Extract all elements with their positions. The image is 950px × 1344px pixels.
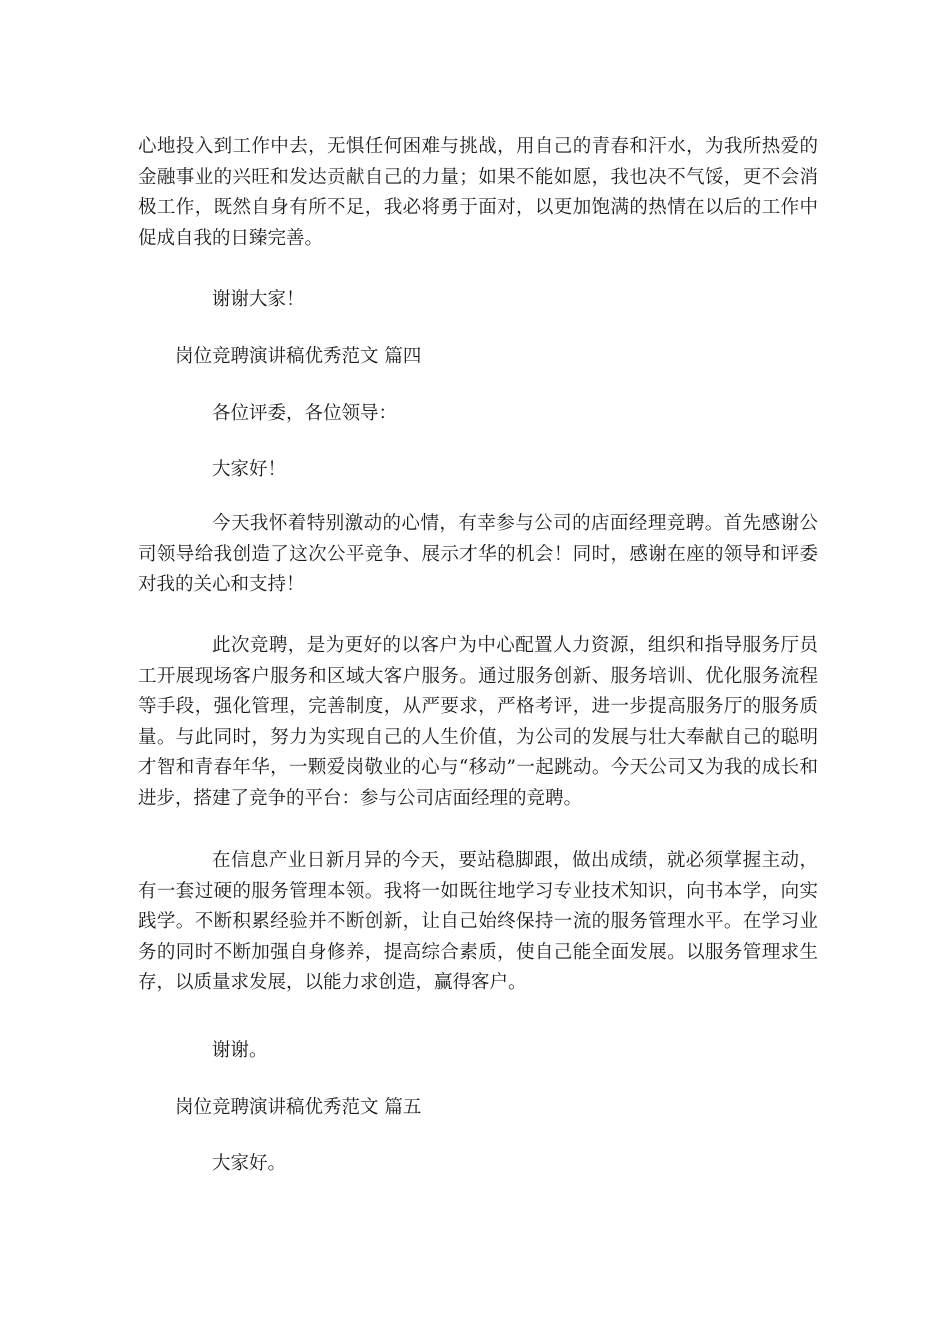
body-paragraph-2: 此次竞聘，是为更好的以客户为中心配置人力资源，组织和指导服务厅员工开展现场客户服务和区域大客户服务。通过服务创新、服务培训、优化服务流程等手段，强化管理，完善制度，从严要求，严格考评，进一步提高服务厅的服务质量。与此同时，努力为实现自己的人生价值，为公司的发展与壮大奉献自己的聪明才智和青春年华，一颗爱岗敬业的心与“移动”一起跳动。今天公司又为我的成长和进步，搭建了竞争的平台：参与公司店面经理的竞聘。 xyxy=(138,635,818,809)
thanks-line-2: 谢谢。 xyxy=(212,1040,268,1061)
salutation-line: 各位评委，各位领导： xyxy=(212,403,398,424)
section-heading-5: 岗位竞聘演讲稿优秀范文 篇五 xyxy=(175,1097,422,1118)
body-paragraph-3: 在信息产业日新月异的今天，要站稳脚跟，做出成绩，就必须掌握主动，有一套过硬的服务管理本领。我将一如既往地学习专业技术知识，向书本学，向实践学。不断积累经验并不断创新，让自己始终保持一流的服务管理水平。在学习业务的同时不断加强自身修养，提高综合素质，使自己能全面发展。以服务管理求生存，以质量求发展，以能力求创造，赢得客户。 xyxy=(138,850,818,994)
greeting-line-1: 大家好！ xyxy=(212,459,287,480)
continuation-paragraph: 心地投入到工作中去，无惧任何困难与挑战，用自己的青春和汗水，为我所热爱的金融事业的兴旺和发达贡献自己的力量；如果不能如愿，我也决不气馁，更不会消极工作，既然自身有所不足，我必将勇于面对，以更加饱满的热情在以后的工作中促成自我的日臻完善。 xyxy=(138,136,818,249)
section-heading-4: 岗位竞聘演讲稿优秀范文 篇四 xyxy=(175,346,422,367)
thanks-line-1: 谢谢大家！ xyxy=(212,289,305,310)
body-paragraph-1: 今天我怀着特别激动的心情，有幸参与公司的店面经理竞聘。首先感谢公司领导给我创造了这次公平竞争、展示才华的机会！同时，感谢在座的领导和评委对我的关心和支持！ xyxy=(138,513,818,596)
greeting-line-2: 大家好。 xyxy=(212,1153,287,1174)
